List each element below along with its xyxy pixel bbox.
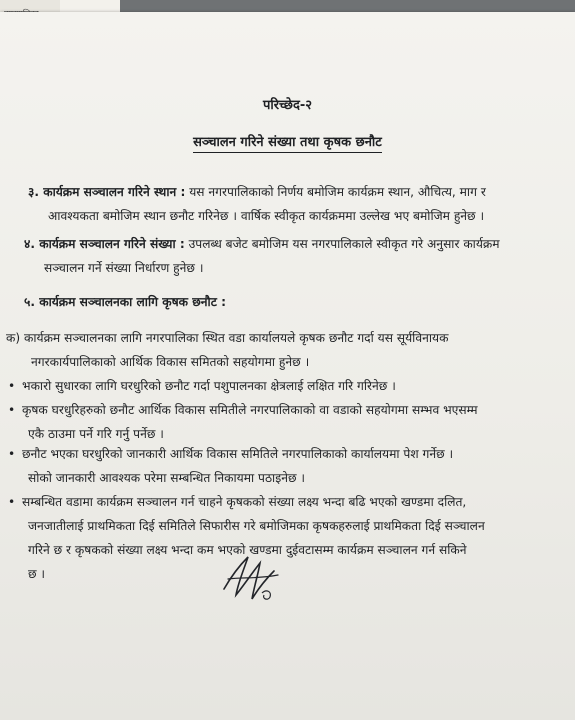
- bullet-text: छ ।: [28, 567, 46, 581]
- section-3-label: ३. कार्यक्रम सञ्चालन गरिने स्थान :: [28, 185, 186, 199]
- signature-icon: [218, 549, 284, 604]
- bullet-text: कृषक घरधुरिहरुको छनौट आर्थिक विकास समितीले नगरपालिकाको वा वडाको सहयोगमा सम्भव भएसम्म: [22, 403, 478, 417]
- section-4-paragraph: [24, 232, 500, 280]
- document-page: [0, 12, 575, 720]
- bullet-text: भकारो सुधारका लागि घरधुरिको छनौट गर्दा पशुपालनका क्षेत्रलाई लक्षित गरि गरिनेछ ।: [22, 379, 396, 393]
- bullet-text: गरिने छ र कृषकको संख्या लक्ष्य भन्दा कम भएको खण्डमा दुईवटासम्म कार्यक्रम सञ्चालन गर्न सकिने: [28, 543, 467, 557]
- bullet-icon: •: [8, 447, 16, 461]
- bullet-icon: •: [8, 403, 16, 417]
- section-4-text-line2: सञ्चालन गर्ने संख्या निर्धारण हुनेछ ।: [44, 261, 204, 275]
- clause-ka-line2: नगरकार्यपालिकाको आर्थिक विकास समितको सहयोगमा हुनेछ ।: [31, 355, 310, 369]
- bullet-text: सम्बन्धित वडामा कार्यक्रम सञ्चालन गर्न चाहने कृषकको संख्या लक्ष्य भन्दा बढि भएको खण्डमा दलित,: [22, 495, 467, 509]
- bullet-text: एकै ठाउमा पर्ने गरि गर्नु पर्नेछ ।: [28, 427, 164, 441]
- chapter-heading: परिच्छेद-२: [262, 98, 313, 113]
- section-3-paragraph: [28, 180, 486, 228]
- section-3-text: यस नगरपालिकाको निर्णय बमोजिम कार्यक्रम स्थान, औचित्य, माग र: [185, 185, 486, 199]
- section-5-heading: ५. कार्यक्रम सञ्चालनका लागि कृषक छनौट :: [24, 295, 226, 309]
- bullet-text: जनजातीलाई प्राथमिकता दिई समितिले सिफारीस गरे बमोजिमका कृषकहरुलाई प्राथमिकता दिई सञ्चालन: [28, 519, 485, 533]
- bullet-icon: •: [8, 495, 16, 509]
- bullet-item: [8, 374, 396, 398]
- section-title: [0, 132, 575, 150]
- bullet-icon: •: [8, 379, 16, 393]
- bullet-item: [8, 442, 453, 490]
- bullet-item: [8, 398, 478, 446]
- section-title-text: सञ्चालन गरिने संख्या तथा कृषक छनौट: [193, 135, 382, 153]
- section-4-text: उपलब्ध बजेट बमोजिम यस नगरपालिकाले स्वीकृत गरे अनुसार कार्यक्रम: [184, 237, 500, 251]
- section-4-label: ४. कार्यक्रम सञ्चालन गरिने संख्या :: [24, 237, 185, 251]
- clause-ka-line1: क) कार्यक्रम सञ्चालनका लागि नगरपालिका स्थित वडा कार्यालयले कृषक छनौट गर्दा यस सूर्यविनायक: [6, 331, 449, 345]
- clause-ka-paragraph: [6, 326, 448, 374]
- section-3-text-line2: आवश्यकता बमोजिम स्थान छनौट गरिनेछ । वार्षिक स्वीकृत कार्यक्रममा उल्लेख भए बमोजिम हुनेछ ।: [48, 209, 485, 223]
- bullet-text: सोको जानकारी आवश्यक परेमा सम्बन्धित निकायमा पठाइनेछ ।: [28, 471, 305, 485]
- bullet-text: छनौट भएका घरधुरिको जानकारी आर्थिक विकास समितिले नगरपालिकाको कार्यालयमा पेश गर्नेछ ।: [22, 447, 454, 461]
